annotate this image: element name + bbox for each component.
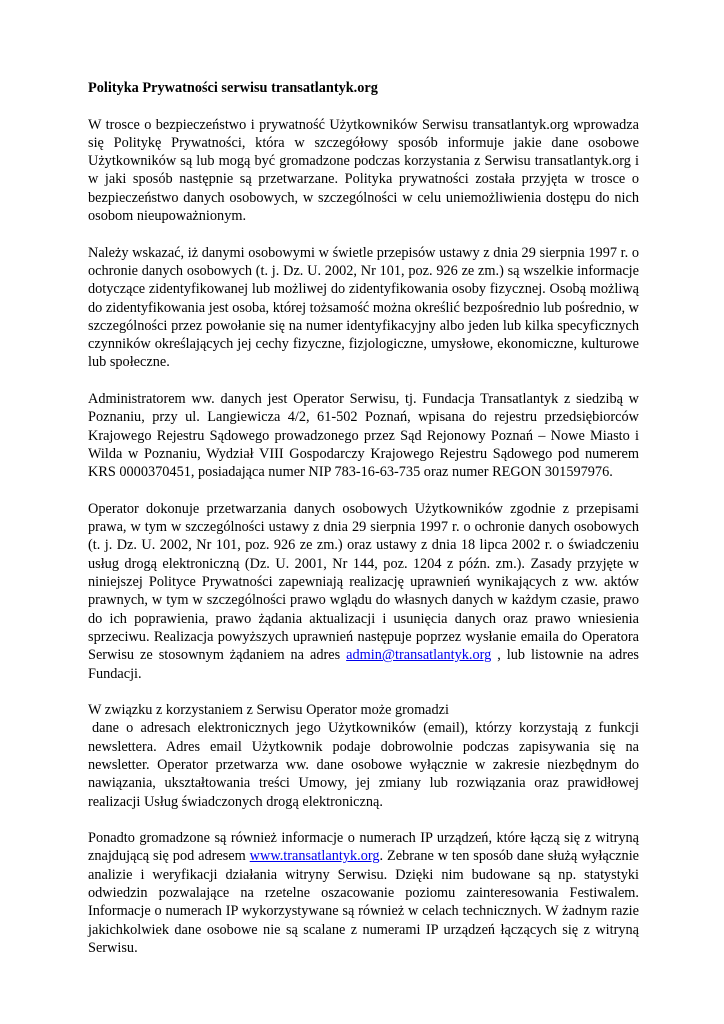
document-title: Polityka Prywatności serwisu transatlantyk.org (88, 80, 378, 96)
admin-email-link[interactable]: admin@transatlantyk.org (346, 647, 492, 664)
paragraph-newsletter-data (88, 701, 639, 811)
paragraph-text: Ponadto gromadzone są również informacje o numerach IP urządzeń, które łączą się z witryną znajdującą się pod adresem (88, 830, 639, 865)
website-link[interactable]: www.transatlantyk.org (249, 848, 380, 865)
paragraph-administrator: Administratorem ww. danych jest Operator Serwisu, tj. Fundacja Transatlantyk z siedzibą w Poznaniu, przy ul. Langiewicza 4/2, 61-502 Poznań, wpisana do rejestru przedsiębiorców Krajowego Rejestru Sądowego prowadzonego przez Sąd Rejonowy Poznań – Nowe Miasto i Wilda w Poznaniu, Wydział VIII Gospodarczy Krajowego Rejestru Sądowego pod numerem KRS 0000370451, posiadająca numer NIP 783-16-63-735 oraz numer REGON 301597976. (88, 391, 639, 481)
paragraph-first-line: W związku z korzystaniem z Serwisu Operator może gromadzi (88, 702, 449, 719)
document-page (88, 79, 639, 957)
paragraph-text: . Zebrane w ten sposób dane służą wyłącznie analizie i weryfikacji działania witryny Serwisu. Dzięki nim budowane są np. statystyki odwiedzin pozwalające na rzetelne oszacowanie poziomu zainteresowania Festiwalem. Informacje o numerach IP wykorzystywane są również w celach technicznych. W żadnym razie jakichkolwiek dane osobowe nie są scalane z numerami IP urządzeń łączących się z witryną Serwisu. (88, 848, 640, 956)
paragraph-processing-rights (88, 500, 639, 683)
paragraph-text: , lub listownie na adres Fundacji. (88, 647, 639, 682)
paragraph-ip-data (88, 829, 639, 957)
paragraph-text: dane o adresach elektronicznych jego Użytkowników (email), którzy korzystają z funkcji newslettera. Adres email Użytkownik podaje dobrowolnie podczas zapisywania się na newsletter. Operator przetwarza ww. dane osobowe wyłącznie w zakresie niezbędnym do nawiązania, ukształtowania treści Umowy, jej zmiany lub rozwiązania oraz prawidłowej realizacji Usług świadczonych drogą elektroniczną. (88, 720, 639, 810)
paragraph-personal-data-definition: Należy wskazać, iż danymi osobowymi w świetle przepisów ustawy z dnia 29 sierpnia 1997 r. o ochronie danych osobowych (t. j. Dz. U. 2002, Nr 101, poz. 926 ze zm.) są wszelkie informacje dotyczące zidentyfikowanej lub możliwej do zidentyfikowania osoby fizycznej. Osobą możliwą do zidentyfikowania jest osoba, której tożsamość można określić bezpośrednio lub pośrednio, w szczególności przez powołanie się na numer identyfikacyjny albo jeden lub kilka specyficznych czynników określających jej cechy fizyczne, fizjologiczne, umysłowe, ekonomiczne, kulturowe lub społeczne. (88, 244, 639, 371)
paragraph-text: Operator dokonuje przetwarzania danych osobowych Użytkowników zgodnie z przepisami prawa, w tym w szczególności ustawy z dnia 29 sierpnia 1997 r. o ochronie danych osobowych (t. j. Dz. U. 2002, Nr 101, poz. 926 ze zm.) oraz ustawy z dnia 18 lipca 2002 r. o świadczeniu usług drogą elektroniczną (Dz. U. 2001, Nr 144, poz. 1204 z późn. zm.). Zasady przyjęte w niniejszej Polityce Prywatności zapewniają realizację uprawnień wynikających z ww. aktów prawnych, w tym w szczególności prawo wglądu do własnych danych w każdym czasie, prawo do ich poprawienia, prawo żądania aktualizacji i usunięcia danych oraz prawo wniesienia sprzeciwu. Realizacja powyższych uprawnień następuje poprzez wysłanie emaila do Operatora Serwisu ze stosownym żądaniem na adres (88, 500, 639, 664)
paragraph-intro: W trosce o bezpieczeństwo i prywatność Użytkowników Serwisu transatlantyk.org wprowadza się Politykę Prywatności, która w szczegółowy sposób informuje jakie dane osobowe Użytkowników są lub mogą być gromadzone podczas korzystania z Serwisu transatlantyk.org i w jaki sposób następnie są przetwarzane. Polityka prywatności została przyjęta w trosce o bezpieczeństwo danych osobowych, w szczególności w celu uniemożliwienia dostępu do nich osobom nieupoważnionym. (88, 116, 639, 225)
